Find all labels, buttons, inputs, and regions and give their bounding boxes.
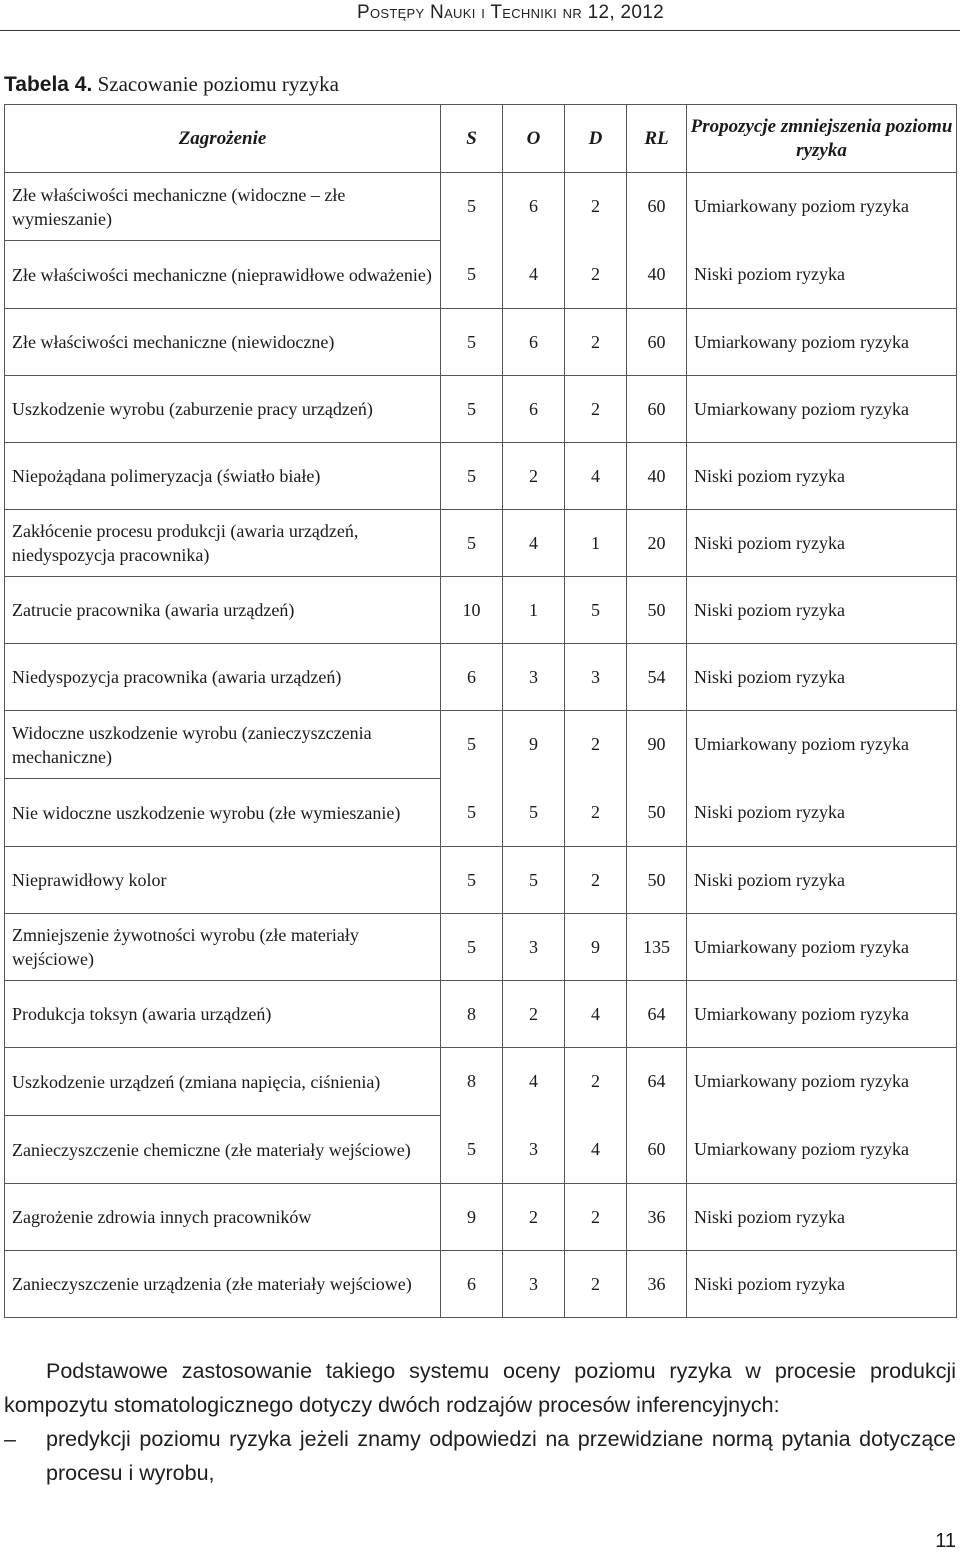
hazard-cell: Uszkodzenie wyrobu (zaburzenie pracy urządzeń) [5,376,441,443]
o-cell: 3 [503,1116,565,1184]
proposal-cell: Umiarkowany poziom ryzyka [687,914,957,981]
table-row [5,914,957,981]
s-cell: 10 [441,577,503,644]
header-rule [0,30,960,31]
o-cell: 1 [503,577,565,644]
journal-issue: 12, 2012 [587,2,664,23]
table-row [5,981,957,1048]
d-cell: 2 [565,711,627,779]
s-cell: 5 [441,914,503,981]
hazard-cell: Widoczne uszkodzenie wyrobu (zanieczyszczenia mechaniczne) [5,711,441,779]
hazard-cell: Niedyspozycja pracownika (awaria urządzeń) [5,644,441,711]
hazard-cell: Produkcja toksyn (awaria urządzeń) [5,981,441,1048]
rl-cell: 60 [627,376,687,443]
table-row [5,510,957,577]
hazard-cell: Złe właściwości mechaniczne (niewidoczne) [5,309,441,376]
hazard-cell: Nie widoczne uszkodzenie wyrobu (złe wymieszanie) [5,779,441,847]
journal-name: Postępy Nauki i Techniki nr [356,2,583,23]
proposal-cell: Niski poziom ryzyka [687,1251,957,1318]
table-row [5,847,957,914]
s-cell: 6 [441,1251,503,1318]
o-cell: 3 [503,1251,565,1318]
rl-cell: 54 [627,644,687,711]
o-cell: 6 [503,376,565,443]
journal-running-header [357,2,664,24]
rl-cell: 60 [627,1116,687,1184]
rl-cell: 64 [627,1048,687,1116]
s-cell: 5 [441,711,503,779]
s-cell: 5 [441,1116,503,1184]
s-cell: 8 [441,1048,503,1116]
table-row [5,376,957,443]
risk-assessment-table [4,104,957,1318]
rl-cell: 50 [627,847,687,914]
s-cell: 5 [441,847,503,914]
page-number: 11 [935,1530,956,1552]
o-cell: 5 [503,779,565,847]
o-cell: 3 [503,914,565,981]
rl-cell: 36 [627,1251,687,1318]
d-cell: 2 [565,309,627,376]
o-cell: 3 [503,644,565,711]
rl-cell: 64 [627,981,687,1048]
hazard-cell: Uszkodzenie urządzeń (zmiana napięcia, ciśnienia) [5,1048,441,1116]
d-cell: 4 [565,443,627,510]
column-header-d: D [565,105,627,173]
hazard-cell: Zakłócenie procesu produkcji (awaria urządzeń, niedyspozycja pracownika) [5,510,441,577]
hazard-cell: Zmniejszenie żywotności wyrobu (złe materiały wejściowe) [5,914,441,981]
table-caption-title: Szacowanie poziomu ryzyka [97,72,339,96]
proposal-cell: Umiarkowany poziom ryzyka [687,1116,957,1184]
table-caption-label: Tabela 4. [4,73,93,96]
s-cell: 9 [441,1184,503,1251]
proposal-cell: Niski poziom ryzyka [687,577,957,644]
o-cell: 9 [503,711,565,779]
table-row [5,443,957,510]
proposal-cell: Niski poziom ryzyka [687,241,957,309]
o-cell: 4 [503,241,565,309]
bullet-item [4,1422,956,1490]
proposal-cell: Niski poziom ryzyka [687,1184,957,1251]
hazard-cell: Złe właściwości mechaniczne (widoczne – złe wymieszanie) [5,173,441,241]
d-cell: 5 [565,577,627,644]
proposal-cell: Umiarkowany poziom ryzyka [687,376,957,443]
proposal-cell: Umiarkowany poziom ryzyka [687,309,957,376]
d-cell: 9 [565,914,627,981]
table-row [5,309,957,376]
d-cell: 2 [565,173,627,241]
s-cell: 6 [441,644,503,711]
column-header-s: S [441,105,503,173]
column-header-proposal: Propozycje zmniejszenia poziomu ryzyka [687,105,957,173]
d-cell: 2 [565,1251,627,1318]
table-row [5,644,957,711]
o-cell: 2 [503,1184,565,1251]
rl-cell: 20 [627,510,687,577]
s-cell: 5 [441,779,503,847]
o-cell: 4 [503,510,565,577]
rl-cell: 36 [627,1184,687,1251]
column-header-hazard: Zagrożenie [5,105,441,173]
table-row [5,173,957,241]
o-cell: 6 [503,173,565,241]
d-cell: 2 [565,1184,627,1251]
bullet-text: predykcji poziomu ryzyka jeżeli znamy odpowiedzi na przewidziane normą pytania dotyczące procesu i wyrobu, [46,1427,956,1485]
o-cell: 6 [503,309,565,376]
table-row [5,711,957,779]
d-cell: 2 [565,376,627,443]
s-cell: 8 [441,981,503,1048]
proposal-cell: Umiarkowany poziom ryzyka [687,711,957,779]
d-cell: 4 [565,981,627,1048]
o-cell: 5 [503,847,565,914]
o-cell: 2 [503,981,565,1048]
table-row [5,1116,957,1184]
d-cell: 2 [565,241,627,309]
d-cell: 3 [565,644,627,711]
hazard-cell: Złe właściwości mechaniczne (nieprawidłowe odważenie) [5,241,441,309]
table-row [5,241,957,309]
s-cell: 5 [441,241,503,309]
s-cell: 5 [441,309,503,376]
hazard-cell: Zanieczyszczenie chemiczne (złe materiały wejściowe) [5,1116,441,1184]
table-row [5,779,957,847]
table-header-row [5,105,957,173]
s-cell: 5 [441,510,503,577]
o-cell: 2 [503,443,565,510]
d-cell: 4 [565,1116,627,1184]
s-cell: 5 [441,376,503,443]
d-cell: 2 [565,847,627,914]
hazard-cell: Niepożądana polimeryzacja (światło białe) [5,443,441,510]
rl-cell: 135 [627,914,687,981]
hazard-cell: Zagrożenie zdrowia innych pracowników [5,1184,441,1251]
table-row [5,1184,957,1251]
s-cell: 5 [441,173,503,241]
d-cell: 2 [565,779,627,847]
proposal-cell: Niski poziom ryzyka [687,510,957,577]
column-header-o: O [503,105,565,173]
rl-cell: 50 [627,779,687,847]
rl-cell: 90 [627,711,687,779]
proposal-cell: Niski poziom ryzyka [687,847,957,914]
rl-cell: 60 [627,309,687,376]
d-cell: 2 [565,1048,627,1116]
table-row [5,1251,957,1318]
table-row [5,577,957,644]
body-text [4,1354,956,1490]
proposal-cell: Niski poziom ryzyka [687,779,957,847]
proposal-cell: Umiarkowany poziom ryzyka [687,1048,957,1116]
proposal-cell: Niski poziom ryzyka [687,644,957,711]
body-paragraph: Podstawowe zastosowanie takiego systemu oceny poziomu ryzyka w procesie produkcji kompozytu stomatologicznego dotyczy dwóch rodzajów procesów inferencyjnych: [4,1359,956,1417]
bullet-dash: – [4,1427,16,1451]
rl-cell: 60 [627,173,687,241]
rl-cell: 40 [627,443,687,510]
hazard-cell: Zanieczyszczenie urządzenia (złe materiały wejściowe) [5,1251,441,1318]
s-cell: 5 [441,443,503,510]
table-caption [4,72,339,97]
table-row [5,1048,957,1116]
column-header-rl: RL [627,105,687,173]
proposal-cell: Niski poziom ryzyka [687,443,957,510]
hazard-cell: Zatrucie pracownika (awaria urządzeń) [5,577,441,644]
rl-cell: 40 [627,241,687,309]
proposal-cell: Umiarkowany poziom ryzyka [687,981,957,1048]
rl-cell: 50 [627,577,687,644]
hazard-cell: Nieprawidłowy kolor [5,847,441,914]
o-cell: 4 [503,1048,565,1116]
d-cell: 1 [565,510,627,577]
proposal-cell: Umiarkowany poziom ryzyka [687,173,957,241]
